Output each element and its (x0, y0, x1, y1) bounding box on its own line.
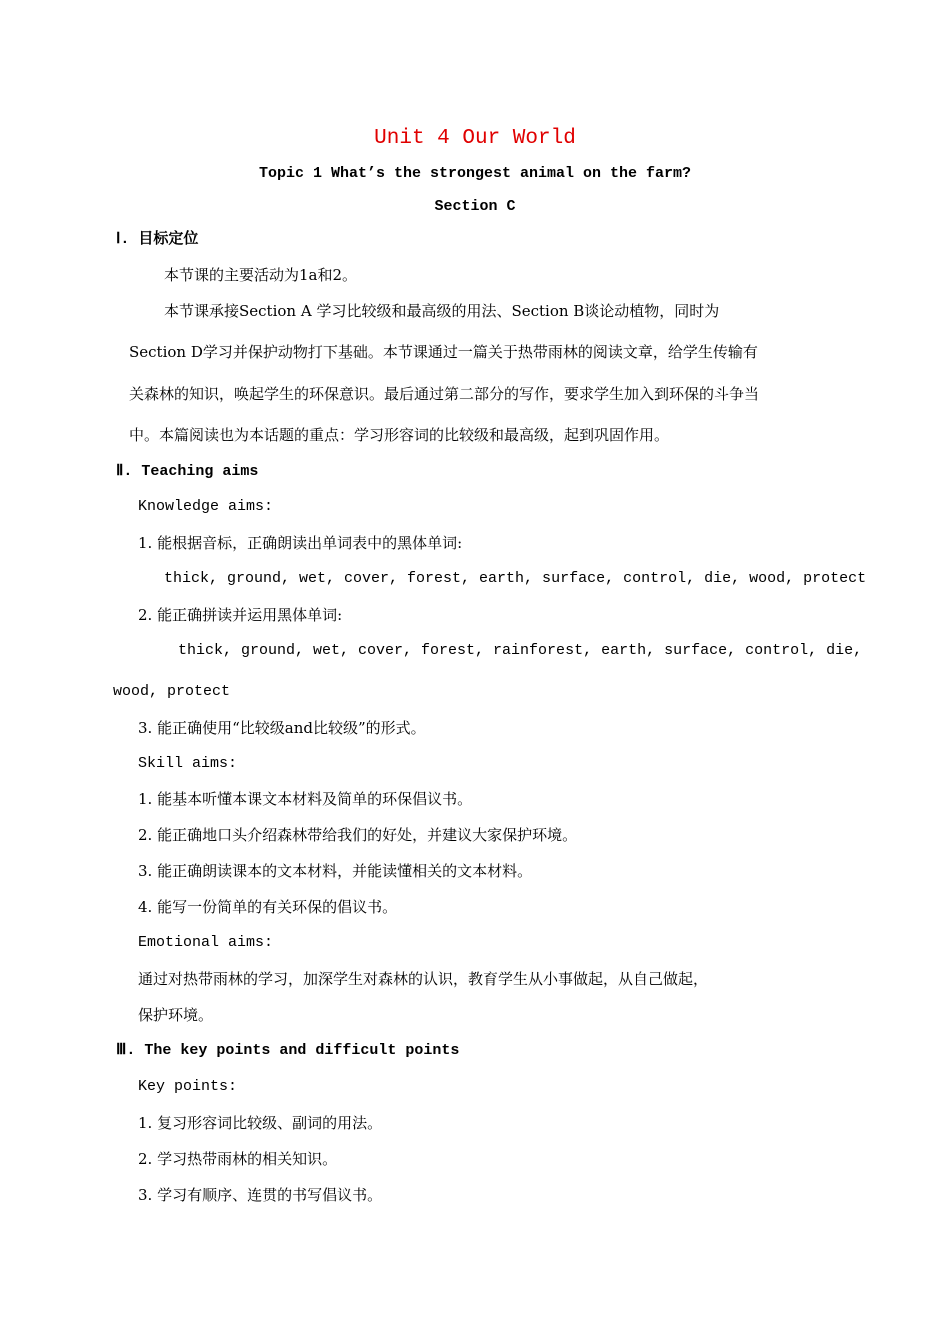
section-1-paragraph-2-line-4: 中。本篇阅读也为本话题的重点：学习形容词的比较级和最高级，起到巩固作用。 (129, 426, 670, 444)
unit-title: Unit 4 Our World (374, 127, 576, 150)
section-1-paragraph-1: 本节课的主要活动为1a和2。 (164, 266, 358, 284)
emotional-aim-line-2: 保护环境。 (138, 1006, 214, 1024)
knowledge-aim-3: 3. 能正确使用“比较级and比较级”的形式。 (138, 719, 426, 737)
section-3-heading: Ⅲ. The key points and difficult points (116, 1042, 460, 1059)
key-point-1: 1. 复习形容词比较级、副词的用法。 (138, 1114, 383, 1132)
section-1-paragraph-2-line-3: 关森林的知识，唤起学生的环保意识。最后通过第二部分的写作，要求学生加入到环保的斗争当 (129, 385, 760, 403)
skill-aims-label: Skill aims: (138, 755, 238, 772)
skill-aim-2: 2. 能正确地口头介绍森林带给我们的好处，并建议大家保护环境。 (138, 826, 578, 844)
emotional-aims-label: Emotional aims: (138, 934, 274, 951)
skill-aim-3: 3. 能正确朗读课本的文本材料，并能读懂相关的文本材料。 (138, 862, 533, 880)
knowledge-aims-label: Knowledge aims: (138, 498, 274, 515)
topic-title: Topic 1 What’s the strongest animal on the farm? (258, 165, 692, 182)
knowledge-aim-2: 2. 能正确拼读并运用黑体单词: (138, 606, 343, 624)
section-1-paragraph-2-line-2: Section D学习并保护动物打下基础。本节课通过一篇关于热带雨林的阅读文章，给学生传输有 (129, 343, 758, 361)
emotional-aim-line-1: 通过对热带雨林的学习，加深学生对森林的认识，教育学生从小事做起，从自己做起， (138, 970, 709, 988)
section-2-heading: Ⅱ. Teaching aims (116, 463, 259, 480)
knowledge-aim-1-words: thick, ground, wet, cover, forest, earth, surface, control, die, wood, protect (164, 570, 867, 587)
section-1-heading: Ⅰ. 目标定位 (116, 231, 199, 248)
skill-aim-4: 4. 能写一份简单的有关环保的倡议书。 (138, 898, 398, 916)
section-1-paragraph-2-line-1: 本节课承接Section A 学习比较级和最高级的用法、Section B谈论动植物，同时为 (164, 302, 720, 320)
skill-aim-1: 1. 能基本听懂本课文本材料及简单的环保倡议书。 (138, 790, 473, 808)
key-points-label: Key points: (138, 1078, 238, 1095)
knowledge-aim-1: 1. 能根据音标，正确朗读出单词表中的黑体单词: (138, 534, 463, 552)
key-point-2: 2. 学习热带雨林的相关知识。 (138, 1150, 338, 1168)
key-point-3: 3. 学习有顺序、连贯的书写倡议书。 (138, 1186, 383, 1204)
knowledge-aim-2-words-line-2: wood, protect (113, 683, 231, 700)
section-title: Section C (434, 198, 516, 215)
knowledge-aim-2-words-line-1: thick, ground, wet, cover, forest, rainforest, earth, surface, control, die, (178, 642, 863, 659)
